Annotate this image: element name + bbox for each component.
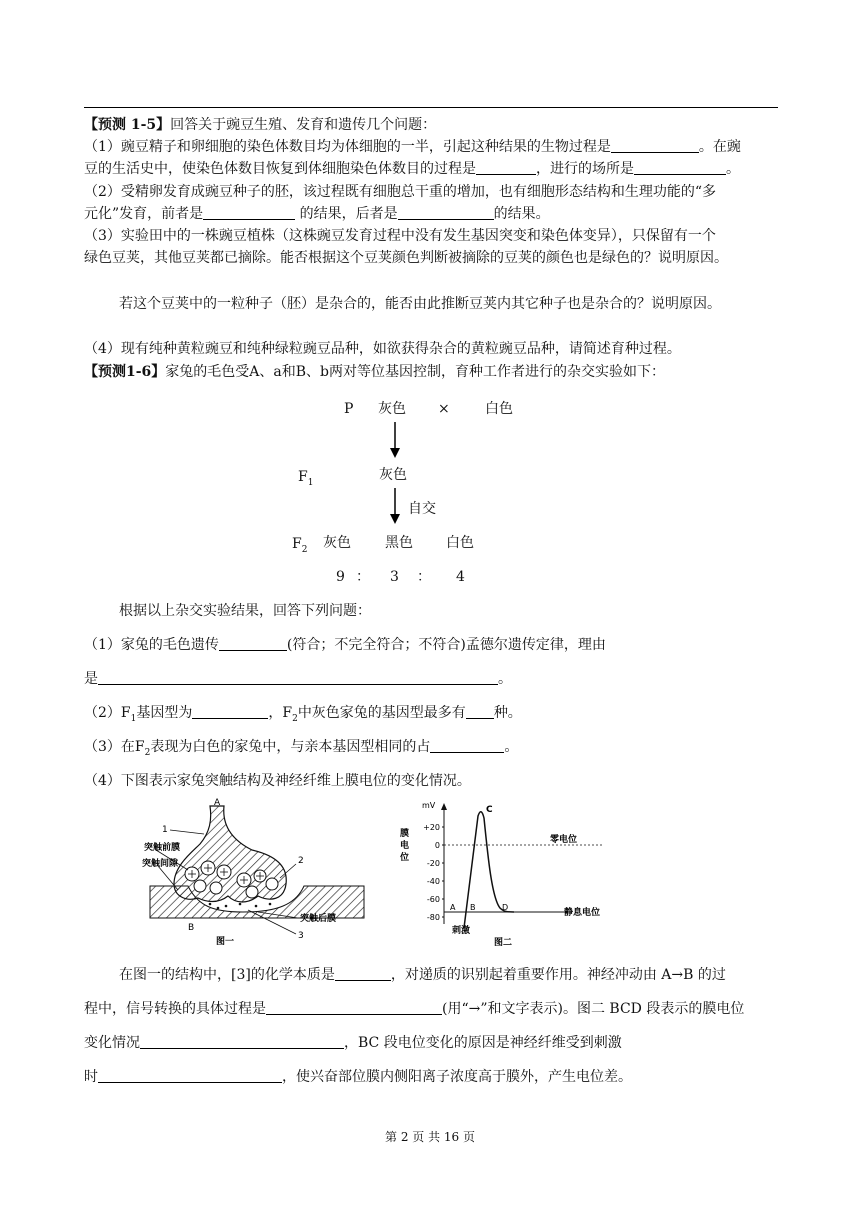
cross-f1-color: 灰色	[379, 467, 407, 483]
label-b: B	[470, 903, 476, 912]
q16-e-line2	[84, 1000, 744, 1018]
text: ，F	[268, 705, 293, 721]
ratio-colon: ：	[417, 569, 431, 585]
tick: -40	[426, 877, 440, 886]
resting-potential-label: 静息电位	[564, 908, 601, 918]
text: (符合；不完全符合；不符合)孟德尔遗传定律，理由	[286, 637, 606, 653]
cross-parent-2: 白色	[485, 401, 513, 417]
q15-s4	[84, 340, 681, 358]
cross-selfing: 自交	[408, 501, 436, 517]
ratio-colon: ：	[356, 569, 370, 585]
tick: +20	[423, 823, 440, 832]
subscript: 2	[292, 713, 298, 724]
q15-s3-line2	[84, 249, 728, 267]
text: （4）现有纯种黄粒豌豆和纯种绿粒豌豆品种，如欲获得杂合的黄粒豌豆品种，请简述育种过程。	[84, 341, 681, 357]
tick: -20	[426, 859, 440, 868]
q16-a-line1	[84, 636, 606, 654]
text: 若这个豆荚中的一粒种子（胚）是杂合的，能否由此推断豆荚内其它种子也是杂合的？说明原因。	[119, 296, 721, 312]
q16-e-line1	[119, 966, 726, 984]
text: 时	[84, 1069, 98, 1085]
answer-blank[interactable]	[611, 138, 699, 153]
label-c: C	[486, 805, 493, 815]
subscript: 2	[301, 544, 308, 555]
text: 程中，信号转换的具体过程是	[84, 1001, 266, 1017]
answer-blank[interactable]	[466, 704, 494, 719]
y-axis-arrow	[441, 803, 447, 810]
cross-p: P	[344, 401, 354, 417]
answer-blank[interactable]	[476, 160, 536, 175]
transmitter-dots	[209, 903, 272, 910]
label-2: 2	[298, 856, 304, 866]
q15-s2-line2	[84, 205, 550, 223]
text: 基因型为	[136, 705, 193, 721]
tick: 0	[434, 841, 440, 850]
figure-2-caption: 图二	[494, 938, 513, 948]
q15-s2-line1	[84, 183, 716, 201]
label-d: D	[502, 903, 509, 912]
zero-potential-label: 零电位	[550, 835, 578, 845]
subscript: 1	[307, 477, 314, 488]
text: （3）实验田中的一株豌豆植株（这株豌豆发育过程中没有发生基因突变和染色体变异），只保留有一个	[84, 228, 716, 244]
text: 豆的生活史中，使染色体数目恢复到体细胞染色体数目的过程是	[84, 161, 476, 177]
label-a: A	[214, 798, 221, 808]
q15-s3-line3	[119, 295, 721, 313]
answer-blank[interactable]	[430, 738, 504, 753]
text: 的结果。	[493, 206, 550, 222]
text: 种。	[493, 705, 522, 721]
figure-1-caption: 图一	[216, 937, 235, 947]
cross-f2-b: 黑色	[385, 535, 413, 551]
text: 在图一的结构中，[3]的化学本质是	[119, 967, 335, 983]
q16-a-line2	[84, 670, 512, 688]
page-footer: 第 2 页 共 16 页	[385, 1130, 475, 1144]
text: （1）家兔的毛色遗传	[84, 637, 219, 653]
cross-f2-label	[292, 535, 307, 559]
q15-head: 【预测 1-5】	[84, 117, 171, 133]
q16-title-line	[84, 363, 665, 381]
q15-title-line	[84, 116, 436, 134]
answer-blank[interactable]	[219, 636, 287, 651]
figure-1-synapse	[142, 798, 368, 950]
q16-e-line4	[84, 1068, 632, 1086]
answer-blank[interactable]	[98, 670, 498, 685]
text: 表现为白色的家兔中，与亲本基因型相同的占	[150, 739, 431, 755]
tick: -80	[426, 913, 440, 922]
header-rule	[84, 107, 778, 108]
text: F	[292, 536, 302, 552]
q15-title: 回答关于豌豆生殖、发育和遗传几个问题：	[170, 117, 437, 133]
text: 。在豌	[698, 139, 741, 155]
ratio-2: 3	[390, 569, 399, 585]
arrow-down-icon	[386, 420, 406, 460]
q15-s1-line1	[84, 138, 741, 156]
cross-f2-c: 白色	[446, 535, 474, 551]
cross-times: ×	[438, 401, 450, 417]
ratio-3: 4	[456, 569, 465, 585]
text: 变化情况	[84, 1035, 140, 1051]
label-presynaptic: 突触前膜	[144, 843, 181, 853]
text: （1）豌豆精子和卵细胞的染色体数目均为体细胞的一半，引起这种结果的生物过程是	[84, 139, 611, 155]
label-b: B	[188, 923, 195, 933]
text: (用“→”和文字表示)。图二 BCD 段表示的膜电位	[442, 1001, 745, 1017]
arrow-down-icon	[386, 486, 406, 526]
y-axis-label-2: 电	[400, 841, 410, 851]
q16-c	[84, 738, 518, 762]
text: 中灰色家兔的基因型最多有	[297, 705, 466, 721]
answer-blank[interactable]	[192, 704, 268, 719]
y-unit: mV	[422, 801, 436, 810]
answer-blank[interactable]	[140, 1034, 344, 1049]
text: 是	[84, 671, 98, 687]
subscript: 2	[144, 747, 151, 758]
q16-b	[84, 704, 522, 728]
q16-d: （4）下图表示家兔突触结构及神经纤维上膜电位的变化情况。	[84, 773, 471, 789]
cross-f2-a: 灰色	[323, 535, 351, 551]
y-axis-label-1: 膜	[400, 829, 410, 839]
answer-blank[interactable]	[266, 1000, 442, 1015]
cross-f1-label	[298, 468, 313, 492]
text: 。	[498, 671, 512, 687]
text: （3）在F	[84, 739, 145, 755]
text: F	[298, 469, 308, 485]
text: 。	[504, 739, 519, 755]
label-cleft: 突触间隙	[142, 859, 179, 869]
text: （2）受精卵发育成豌豆种子的胚，该过程既有细胞总干重的增加，也有细胞形态结构和生理功能的“多	[84, 184, 717, 200]
y-axis-label-3: 位	[400, 853, 410, 863]
tick: -60	[426, 895, 440, 904]
y-ticks	[423, 823, 440, 922]
text: 的结果，后者是	[295, 206, 398, 222]
answer-blank[interactable]	[98, 1068, 282, 1083]
text: ，使兴奋部位膜内侧阳离子浓度高于膜外，产生电位差。	[282, 1069, 632, 1085]
stimulus-label: 刺激	[452, 926, 471, 936]
answer-blank[interactable]	[398, 205, 494, 220]
answer-blank[interactable]	[203, 205, 295, 220]
text: ，对递质的识别起着重要作用。神经冲动由 A→B 的过	[390, 967, 726, 983]
answer-blank[interactable]	[634, 160, 726, 175]
q16-intro: 根据以上杂交实验结果，回答下列问题：	[119, 603, 371, 619]
q16-head: 【预测1-6】	[84, 364, 166, 380]
subscript: 1	[130, 713, 137, 724]
figure-2-potential-graph	[396, 798, 636, 950]
ratio-1: 9	[336, 569, 345, 585]
text: ，BC 段电位变化的原因是神经纤维受到刺激	[344, 1035, 622, 1051]
text: （2）F	[84, 705, 131, 721]
q16-title: 家兔的毛色受A、a和B、b两对等位基因控制，育种工作者进行的杂交实验如下：	[165, 364, 666, 380]
text: 元化”发育，前者是	[84, 206, 204, 222]
q16-e-line3	[84, 1034, 622, 1052]
label-a: A	[450, 903, 456, 912]
text: ，进行的场所是	[536, 161, 634, 177]
q15-s3-line1	[84, 227, 716, 245]
text: 绿色豆荚，其他豆荚都已摘除。能否根据这个豆荚颜色判断被摘除的豆荚的颜色也是绿色的？说明原因。	[84, 250, 728, 266]
label-postsynaptic: 突触后膜	[300, 914, 337, 924]
label-3: 3	[298, 931, 304, 941]
q15-s1-line2	[84, 160, 740, 178]
text: 。	[726, 161, 740, 177]
cross-parent-1: 灰色	[378, 401, 406, 417]
answer-blank[interactable]	[335, 966, 391, 981]
label-1: 1	[162, 825, 168, 835]
